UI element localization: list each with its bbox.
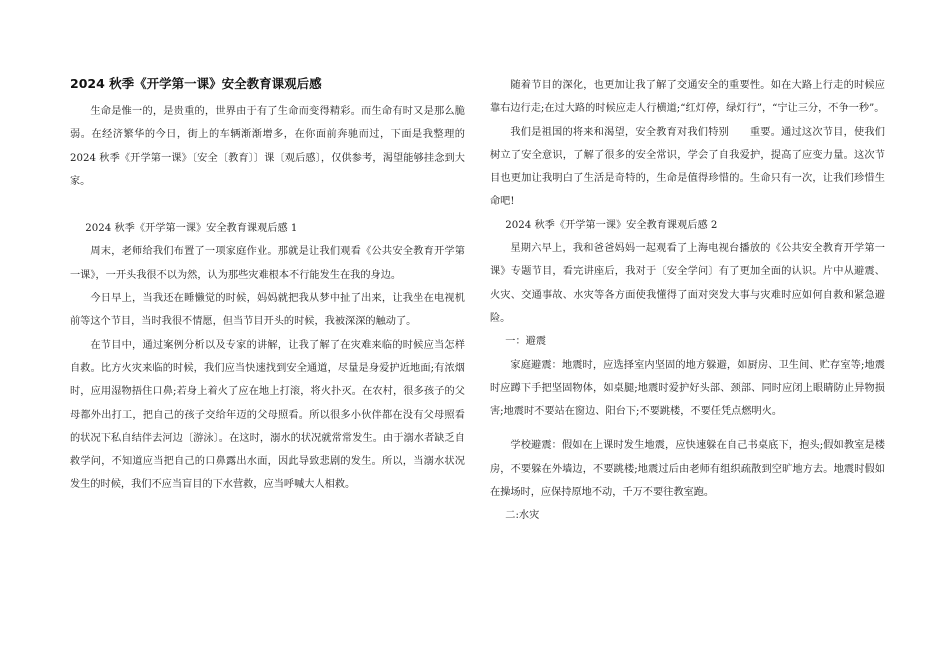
section-1-paragraph-5: 我们是祖国的将来和渴望，安全教育对我们特别 重要。通过这次节目，使我们树立了安全意识，了解了很多的安全常识，学会了自我爱护，提高了应变力量。这次节目也更加让我明白了生活是奇特的，生命是值得珍惜的。生命只有一次，让我们珍惜生命吧! — [490, 126, 885, 208]
home-earthquake-paragraph: 家庭避震：地震时，应选择室内坚固的地方躲避，如厨房、卫生间、贮存室等;地震时应蹲下手把坚固物体，如桌腿;地震时爱护好头部、颈部、同时应闭上眼睛防止异物损害;地震时不要站在窗边、阳台下;不要跳楼，不要任凭点燃明火。 — [490, 359, 885, 418]
section-2-paragraph-1: 星期六早上，我和爸爸妈妈一起观看了上海电视台播放的《公共安全教育开学第一课》专题节目，看完讲座后，我对于〔安全学问〕有了更加全面的认识。片中从避震、火灾、交通事故、水灾等各方面使我懂得了面对突发大事与灾难时应如何自救和紧急避险。 — [490, 243, 885, 324]
intro-paragraph: 生命是惟一的，是贵重的，世界由于有了生命而变得精彩。而生命有时又是那么脆弱。在经济繁华的今日，街上的车辆渐渐增多，在你面前奔驰而过，下面是我整理的 2024 秋季《开学第一课》〔安全〔教育〕〕课〔观后感〕，仅供参考，渴望能够挂念到大家。 — [70, 106, 465, 187]
section-1-paragraph-2: 今日早上，当我还在睡懒觉的时候，妈妈就把我从梦中扯了出来，让我坐在电视机前等这个节目，当时我很不情愿，但当节目开头的时候，我被深深的触动了。 — [70, 293, 465, 328]
subheading-earthquake: 一：避震 — [505, 336, 547, 348]
section-1-paragraph-1: 周末，老师给我们布置了一项家庭作业。那就是让我们观看《公共安全教育开学第一课》，一开头我很不以为然，认为那些灾难根本不行能发生在我的身边。 — [70, 246, 465, 281]
school-earthquake-paragraph: 学校避震：假如在上课时发生地震，应快速躲在自己书桌底下，抱头;假如教室是楼房，不要躲在外墙边，不要跳楼;地震过后由老师有组织疏散到空旷地方去。地震时假如在操场时，应保持原地不动，千万不要往教室跑。 — [490, 440, 885, 499]
left-column — [70, 74, 465, 497]
section-1-paragraph-3: 在节目中，通过案例分析以及专家的讲解，让我了解了在灾难来临的时候应当怎样自救。比方火灾来临的时候，我们应当快速找到安全通道，尽量是身爱护近地面;有浓烟时，应用湿物捂住口鼻;若身上着火了应在地上打滚，将火扑灭。在农村，很多孩子的父母都外出打工，把自己的孩子交给年迈的父母照看。所以很多小伙伴都在没有父母照看的状况下私自结伴去河边〔游泳〕。在这时，溺水的状况就常常发生。由于溺水者缺乏自救学问，不知道应当把自己的口鼻露出水面，因此导致悲剧的发生。所以，当溺水状况发生的时候，我们不应当盲目的下水营救，应当呼喊大人相救。 — [70, 339, 465, 491]
section-1-paragraph-4: 随着节目的深化，也更加让我了解了交通安全的重要性。如在大路上行走的时候应靠右边行走;在过大路的时候应走人行横道;“红灯停，绿灯行”，“宁让三分，不争一秒”。 — [490, 80, 885, 115]
section-1-heading: 2024 秋季《开学第一课》安全教育课观后感 1 — [85, 223, 298, 235]
document-title: 2024 秋季《开学第一课》安全教育课观后感 — [70, 76, 322, 91]
right-column — [490, 74, 885, 528]
section-2-heading: 2024 秋季《开学第一课》安全教育课观后感 2 — [505, 219, 718, 231]
subheading-flood: 二:水灾 — [505, 510, 540, 522]
